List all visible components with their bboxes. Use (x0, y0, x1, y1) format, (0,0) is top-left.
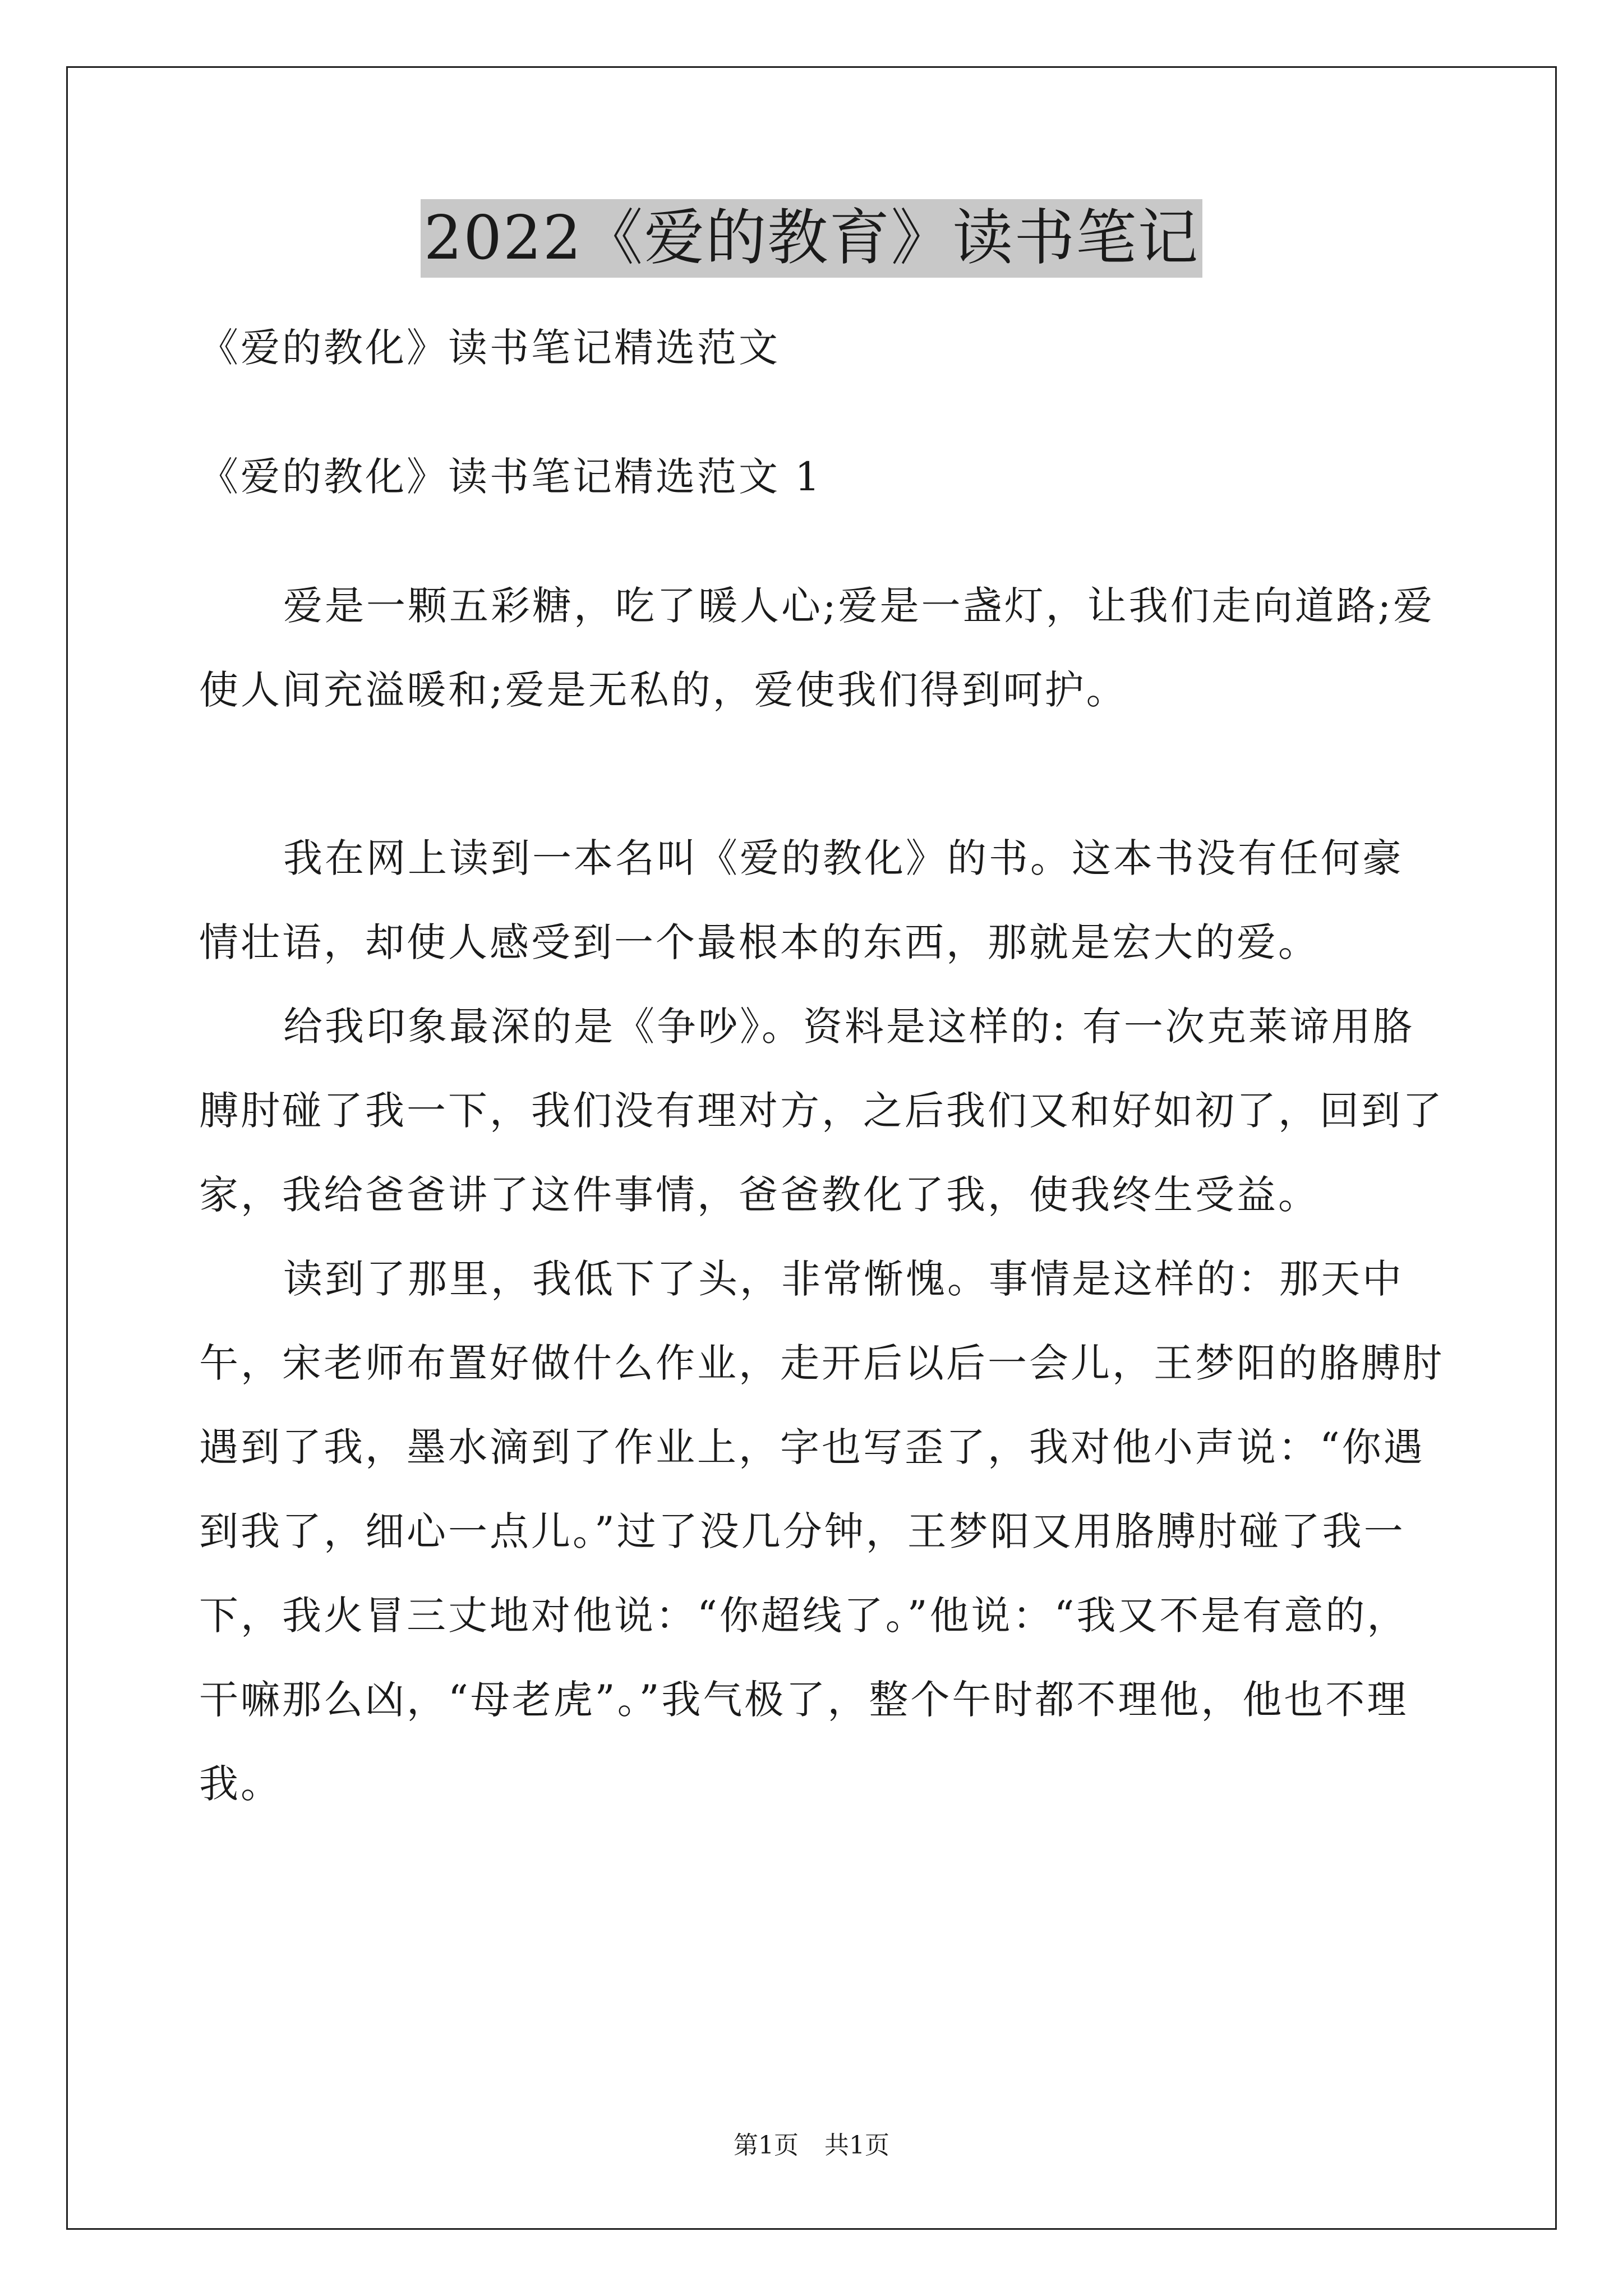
paragraph-1: 爱是一颗五彩糖，吃了暖人心;爱是一盏灯，让我们走向道路;爱使人间充溢暖和;爱是无私的，爱使我们得到呵护。 (199, 583, 1435, 713)
page-number: 第1页 (734, 2131, 799, 2160)
document-title: 2022《爱的教育》读书笔记 (421, 199, 1203, 278)
document-body (199, 306, 1444, 1826)
heading-main: 《爱的教化》读书笔记精选范文 (199, 325, 780, 371)
paragraph-2: 我在网上读到一本名叫《爱的教化》的书。这本书没有任何豪情壮语，却使人感受到一个最根本的东西，那就是宏大的爱。 (199, 835, 1404, 965)
title-wrap (0, 199, 1623, 278)
heading-sub: 《爱的教化》读书笔记精选范文 1 (199, 454, 822, 500)
page-footer (0, 2129, 1623, 2162)
paragraph-4: 读到了那里，我低下了头，非常惭愧。事情是这样的：那天中午，宋老师布置好做什么作业，走开后以后一会儿，王梦阳的胳膊肘遇到了我，墨水滴到了作业上，字也写歪了，我对他小声说：“你遇到我了，细心一点儿。”过了没几分钟，王梦阳又用胳膊肘碰了我一下，我火冒三丈地对他说：“你超线了。”他说：“我又不是有意的，干嘛那么凶，“母老虎”。”我气极了，整个午时都不理他，他也不理我。 (199, 1256, 1444, 1807)
page-total: 共1页 (824, 2131, 889, 2160)
paragraph-3: 给我印象最深的是《争吵》。资料是这样的: 有一次克莱谛用胳膊肘碰了我一下，我们没有理对方，之后我们又和好如初了，回到了家，我给爸爸讲了这件事情，爸爸教化了我，使我终生受益。 (199, 1004, 1444, 1218)
